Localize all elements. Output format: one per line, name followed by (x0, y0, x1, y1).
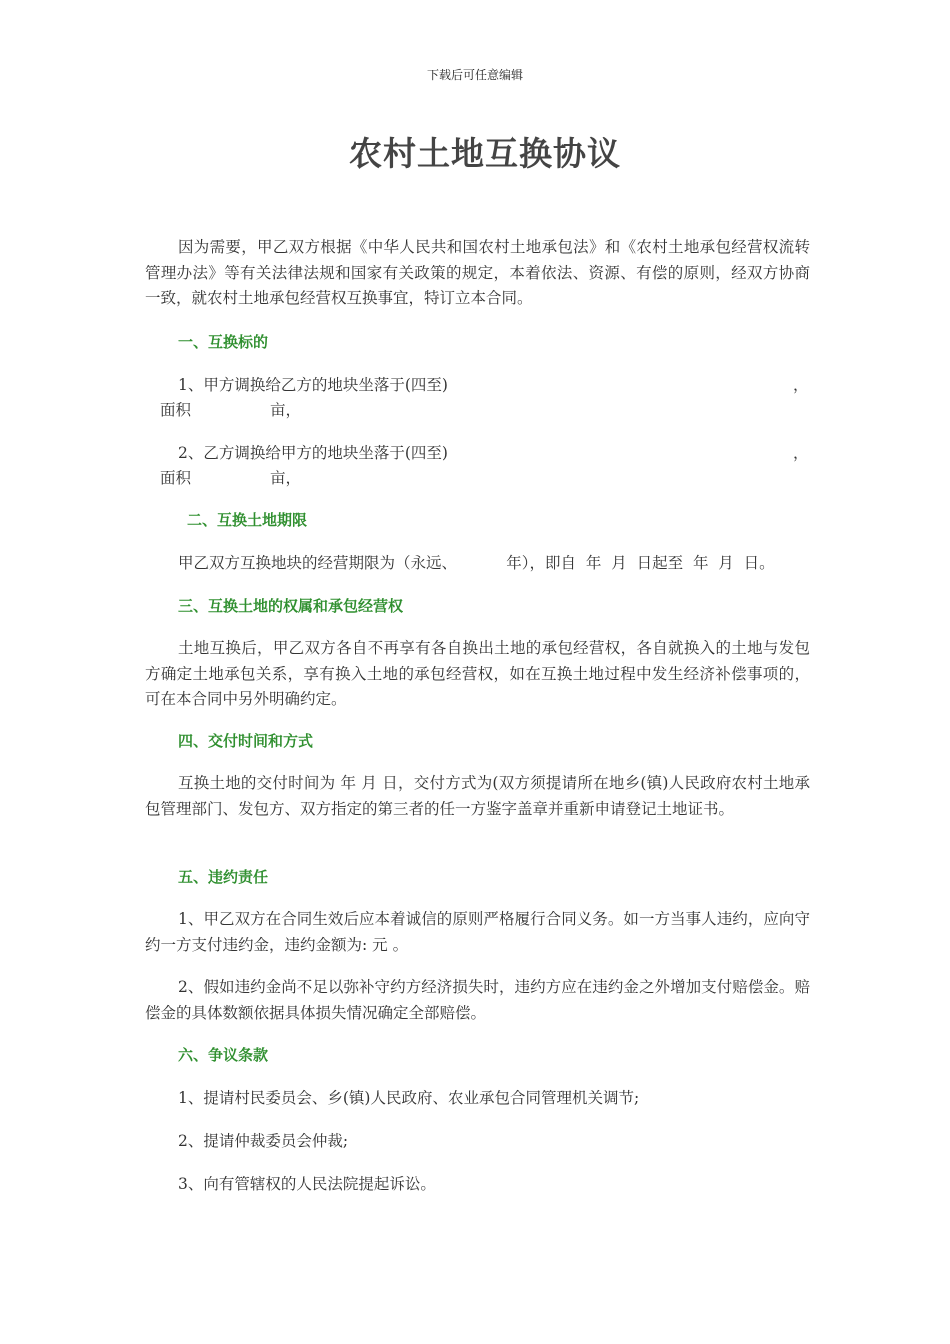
section-heading-1: 一、互换标的 (178, 333, 269, 351)
section1-item1-area-label: 面积 (160, 401, 192, 419)
section5-item1: 1、甲乙双方在合同生效后应本着诚信的原则严格履行合同义务。如一方当事人违约，应向守约一方支付违约金，违约金额为: 元 。 (145, 910, 810, 954)
section-heading-5: 五、违约责任 (178, 868, 269, 886)
section1-item2-comma: ， (793, 444, 809, 462)
section-heading-6: 六、争议条款 (178, 1046, 269, 1064)
section1-item2-area-label: 面积 (160, 469, 192, 487)
section4-paragraph: 互换土地的交付时间为 年 月 日，交付方式为(双方须提请所在地乡(镇)人民政府农村土地承包管理部门、发包方、双方指定的第三者的任一方鉴字盖章并重新申请登记土地证书。 (145, 774, 810, 818)
section5-item2: 2、假如违约金尚不足以弥补守约方经济损失时，违约方应在违约金之外增加支付赔偿金。赔偿金的具体数额依据具体损失情况确定全部赔偿。 (145, 978, 810, 1022)
section1-item1-area-unit: 亩， (270, 401, 302, 419)
section6-item2: 2、提请仲裁委员会仲裁; (178, 1132, 349, 1150)
section1-item2-text: 2、乙方调换给甲方的地块坐落于(四至) (178, 444, 448, 462)
section-heading-4: 四、交付时间和方式 (178, 732, 314, 750)
header-note: 下载后可任意编辑 (426, 68, 523, 82)
intro-paragraph: 因为需要，甲乙双方根据《中华人民共和国农村土地承包法》和《农村土地承包经营权流转管理办法》等有关法律法规和国家有关政策的规定，本着依法、资源、有偿的原则，经双方协商一致，就农村土地承包经营权互换事宜，特订立本合同。 (145, 238, 810, 307)
section1-item1-text: 1、甲方调换给乙方的地块坐落于(四至) (178, 376, 448, 394)
section6-item1: 1、提请村民委员会、乡(镇)人民政府、农业承包合同管理机关调节; (178, 1089, 640, 1107)
section1-item2-area-unit: 亩， (270, 469, 302, 487)
section-heading-2: 二、互换土地期限 (187, 511, 308, 529)
section6-item3: 3、向有管辖权的人民法院提起诉讼。 (178, 1175, 436, 1193)
section1-item1-comma: ， (793, 376, 809, 394)
document-title: 农村土地互换协议 (349, 134, 621, 173)
section2-text: 甲乙双方互换地块的经营期限为（永远、 年），即自 年 月 日起至 年 月 日。 (178, 554, 775, 572)
section-heading-3: 三、互换土地的权属和承包经营权 (178, 597, 404, 615)
section3-paragraph: 土地互换后，甲乙双方各自不再享有各自换出土地的承包经营权，各自就换入的土地与发包方确定土地承包关系，享有换入土地的承包经营权，如在互换土地过程中发生经济补偿事项的，可在本合同中另外明确约定。 (145, 639, 810, 708)
